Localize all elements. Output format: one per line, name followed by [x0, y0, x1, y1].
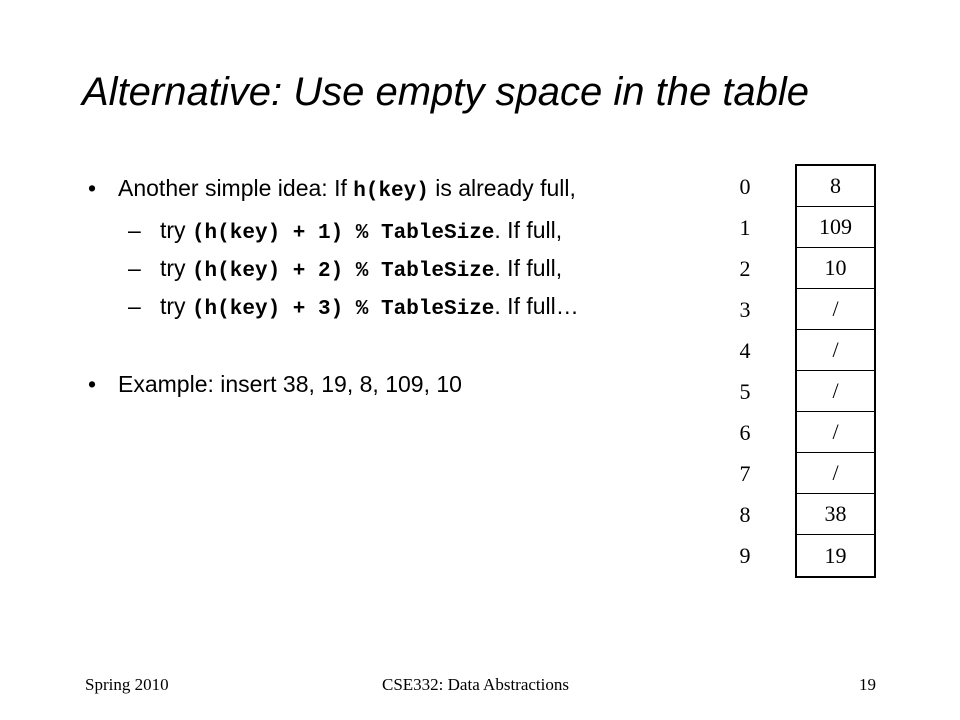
table-cell: 38 — [797, 494, 874, 535]
sub-bullet-text-pre: try — [160, 217, 192, 243]
table-cell: / — [797, 412, 874, 453]
table-cell: 109 — [797, 207, 874, 248]
row-index: 2 — [739, 256, 751, 281]
code-probe-2: (h(key) + 2) % TableSize — [191, 260, 495, 283]
footer-course: CSE332: Data Abstractions — [382, 675, 569, 694]
row-index: 5 — [739, 379, 751, 404]
bullet-another-simple-idea — [118, 175, 576, 203]
row-index: 8 — [739, 502, 751, 527]
row-index: 6 — [739, 420, 751, 445]
sub-bullet-text-post: . If full… — [494, 293, 579, 319]
row-index: 9 — [739, 543, 751, 568]
footer-page-number: 19 — [859, 675, 876, 694]
sub-bullet-text-pre: try — [160, 255, 192, 281]
hash-table — [795, 164, 876, 578]
bullet-example: Example: insert 38, 19, 8, 109, 10 — [118, 371, 462, 397]
bullet-marker: • — [88, 371, 97, 397]
bullet-text-post: is already full, — [428, 175, 576, 201]
footer-date: Spring 2010 — [85, 675, 169, 694]
table-cell: 19 — [824, 542, 847, 568]
row-index: 7 — [739, 461, 751, 486]
sub-bullet-dash: – — [128, 293, 141, 319]
sub-bullet-try-3 — [160, 293, 579, 321]
sub-bullet-try-1 — [160, 217, 562, 245]
code-probe-3: (h(key) + 3) % TableSize — [191, 298, 495, 321]
row-index: 0 — [739, 174, 751, 199]
bullet-marker: • — [88, 175, 97, 201]
row-index: 4 — [739, 338, 751, 363]
code-probe-1: (h(key) + 1) % TableSize — [191, 222, 495, 245]
sub-bullet-text-post: . If full, — [494, 255, 563, 281]
sub-bullet-try-2 — [160, 255, 562, 283]
row-index: 3 — [739, 297, 751, 322]
table-cell: 10 — [797, 248, 874, 289]
sub-bullet-text-pre: try — [160, 293, 192, 319]
sub-bullet-dash: – — [128, 255, 141, 281]
table-cell: / — [797, 371, 874, 412]
table-cell: / — [797, 289, 874, 330]
code-h-key: h(key) — [353, 180, 429, 203]
sub-bullet-text-post: . If full, — [494, 217, 563, 243]
table-cell: / — [797, 330, 874, 371]
table-cell: 8 — [797, 166, 874, 207]
row-index: 1 — [739, 215, 751, 240]
slide-title: Alternative: Use empty space in the table — [82, 70, 810, 114]
sub-bullet-dash: – — [128, 217, 141, 243]
bullet-text-pre: Another simple idea: If — [118, 175, 354, 201]
table-cell: / — [797, 453, 874, 494]
